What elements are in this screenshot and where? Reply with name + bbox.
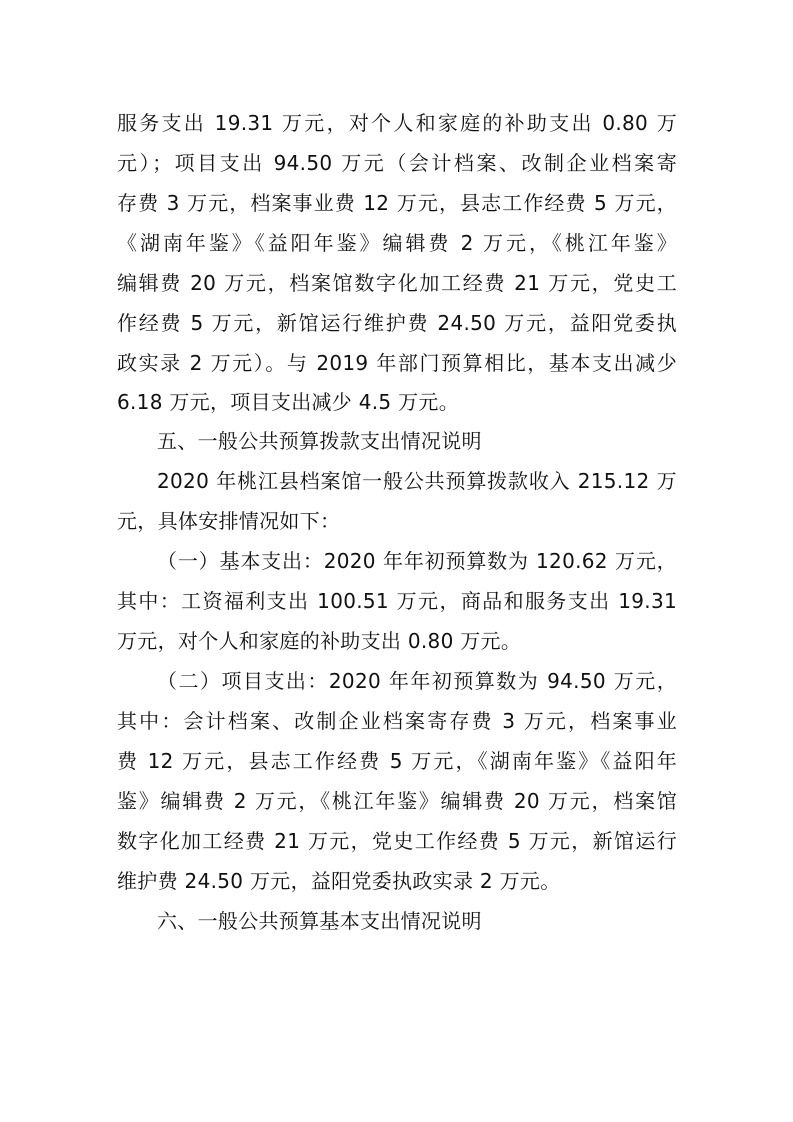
paragraph-line: 政实录 2 万元）。与 2019 年部门预算相比，基本支出减少 — [117, 351, 677, 375]
paragraph-line: （二）项目支出：2020 年年初预算数为 94.50 万元， — [157, 669, 677, 693]
paragraph-line: （一）基本支出：2020 年年初预算数为 120.62 万元， — [157, 549, 677, 573]
paragraph-line: 其中：会计档案、改制企业档案寄存费 3 万元，档案事业 — [117, 709, 677, 733]
paragraph-line: 费 12 万元，县志工作经费 5 万元，《湖南年鉴》《益阳年 — [117, 749, 677, 773]
paragraph-line: 维护费 24.50 万元，益阳党委执政实录 2 万元。 — [117, 869, 561, 893]
paragraph-line: 元，具体安排情况如下： — [117, 509, 341, 533]
paragraph-line: 服务支出 19.31 万元，对个人和家庭的补助支出 0.80 万 — [117, 111, 677, 135]
paragraph-line: 元）；项目支出 94.50 万元（会计档案、改制企业档案寄 — [117, 151, 677, 175]
section-heading-5: 五、一般公共预算拨款支出情况说明 — [157, 429, 482, 453]
paragraph-line: 编辑费 20 万元，档案馆数字化加工经费 21 万元，党史工 — [117, 271, 677, 295]
paragraph-line: 2020 年桃江县档案馆一般公共预算拨款收入 215.12 万 — [157, 469, 677, 493]
paragraph-line: 《湖南年鉴》《益阳年鉴》编辑费 2 万元，《桃江年鉴》 — [117, 231, 677, 255]
paragraph-line: 6.18 万元，项目支出减少 4.5 万元。 — [117, 390, 460, 414]
paragraph-line: 存费 3 万元，档案事业费 12 万元，县志工作经费 5 万元， — [117, 191, 677, 215]
paragraph-line: 其中：工资福利支出 100.51 万元，商品和服务支出 19.31 — [117, 589, 677, 613]
paragraph-line: 鉴》编辑费 2 万元，《桃江年鉴》编辑费 20 万元，档案馆 — [117, 789, 677, 813]
paragraph-line: 万元，对个人和家庭的补助支出 0.80 万元。 — [117, 629, 522, 653]
paragraph-line: 作经费 5 万元，新馆运行维护费 24.50 万元，益阳党委执 — [117, 311, 677, 335]
paragraph-line: 数字化加工经费 21 万元，党史工作经费 5 万元，新馆运行 — [117, 829, 677, 853]
section-heading-6: 六、一般公共预算基本支出情况说明 — [157, 909, 482, 933]
